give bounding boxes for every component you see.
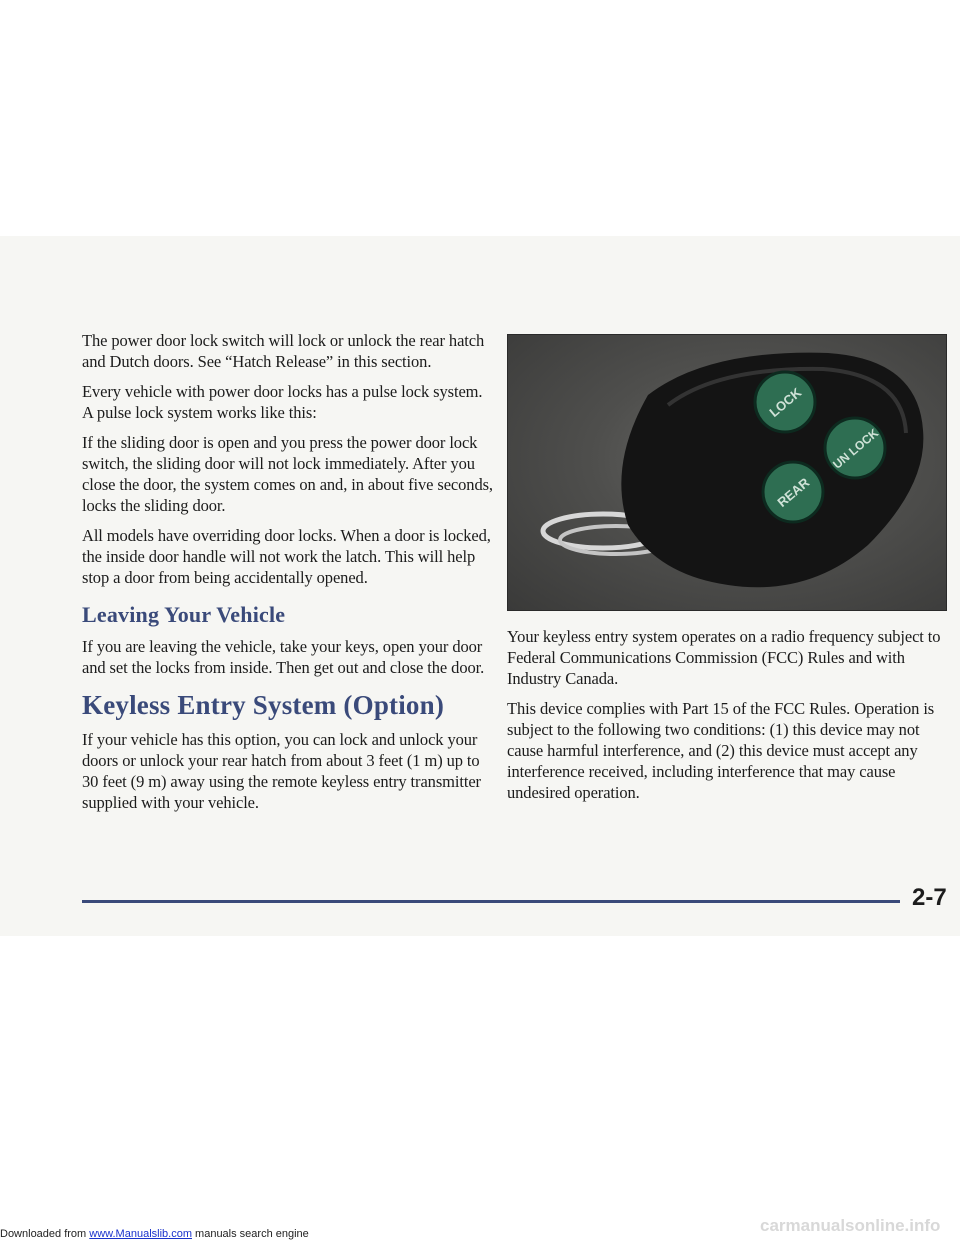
paragraph-keyless: If your vehicle has this option, you can lock and unlock your doors or unlock your rear hatch from about 3 feet (1 m) up to 30 feet (9 m) away using the remote keyless entry transmitter supplied with your vehicle. [82, 730, 481, 812]
download-watermark [0, 1228, 309, 1240]
paragraph-sliding-door: If the sliding door is open and you press the power door lock switch, the sliding door will not lock immediately. After you close the door, the system comes on and, in about five seconds, locks the sliding door. [82, 433, 493, 515]
watermark-prefix: Downloaded from [0, 1228, 90, 1240]
paragraph-fcc-compliance: This device complies with Part 15 of the FCC Rules. Operation is subject to the following two conditions: (1) this device may not cause harmful interference, and (2) this device must accept any interference received, including interference that may cause undesired operation. [507, 699, 935, 802]
svg-text:UN LOCK: UN LOCK [830, 425, 882, 472]
footer-rule [82, 900, 900, 903]
right-column [507, 626, 947, 812]
unlock-button-icon [825, 418, 885, 478]
watermark-suffix: manuals search engine [191, 1228, 309, 1240]
heading-leaving-vehicle: Leaving Your Vehicle [82, 602, 286, 627]
left-column [82, 330, 494, 822]
keyless-remote-photo [507, 334, 947, 611]
key-fob-illustration [508, 335, 947, 611]
paragraph-hatch: The power door lock switch will lock or unlock the rear hatch and Dutch doors. See “Hatch Release” in this section. [82, 331, 485, 371]
heading-keyless-entry: Keyless Entry System (Option) [82, 690, 445, 720]
rear-button-icon [763, 462, 823, 522]
site-watermark: carmanualsonline.info [760, 1216, 941, 1235]
page-number: 2-7 [912, 884, 947, 911]
paragraph-pulse-lock: Every vehicle with power door locks has a pulse lock system. A pulse lock system works like this: [82, 382, 483, 422]
paragraph-radio-frequency: Your keyless entry system operates on a radio frequency subject to Federal Communications Commission (FCC) Rules and with Industry Canada. [507, 627, 941, 688]
lock-button-icon [755, 372, 815, 432]
paragraph-overriding-locks: All models have overriding door locks. When a door is locked, the inside door handle will not work the latch. This will help stop a door from being accidentally opened. [82, 526, 491, 587]
manualslib-link[interactable]: www.Manualslib.com [89, 1228, 192, 1240]
svg-text:REAR: REAR [774, 474, 813, 510]
svg-text:LOCK: LOCK [766, 384, 805, 420]
paragraph-leaving: If you are leaving the vehicle, take your keys, open your door and set the locks from inside. Then get out and close the door. [82, 637, 485, 677]
